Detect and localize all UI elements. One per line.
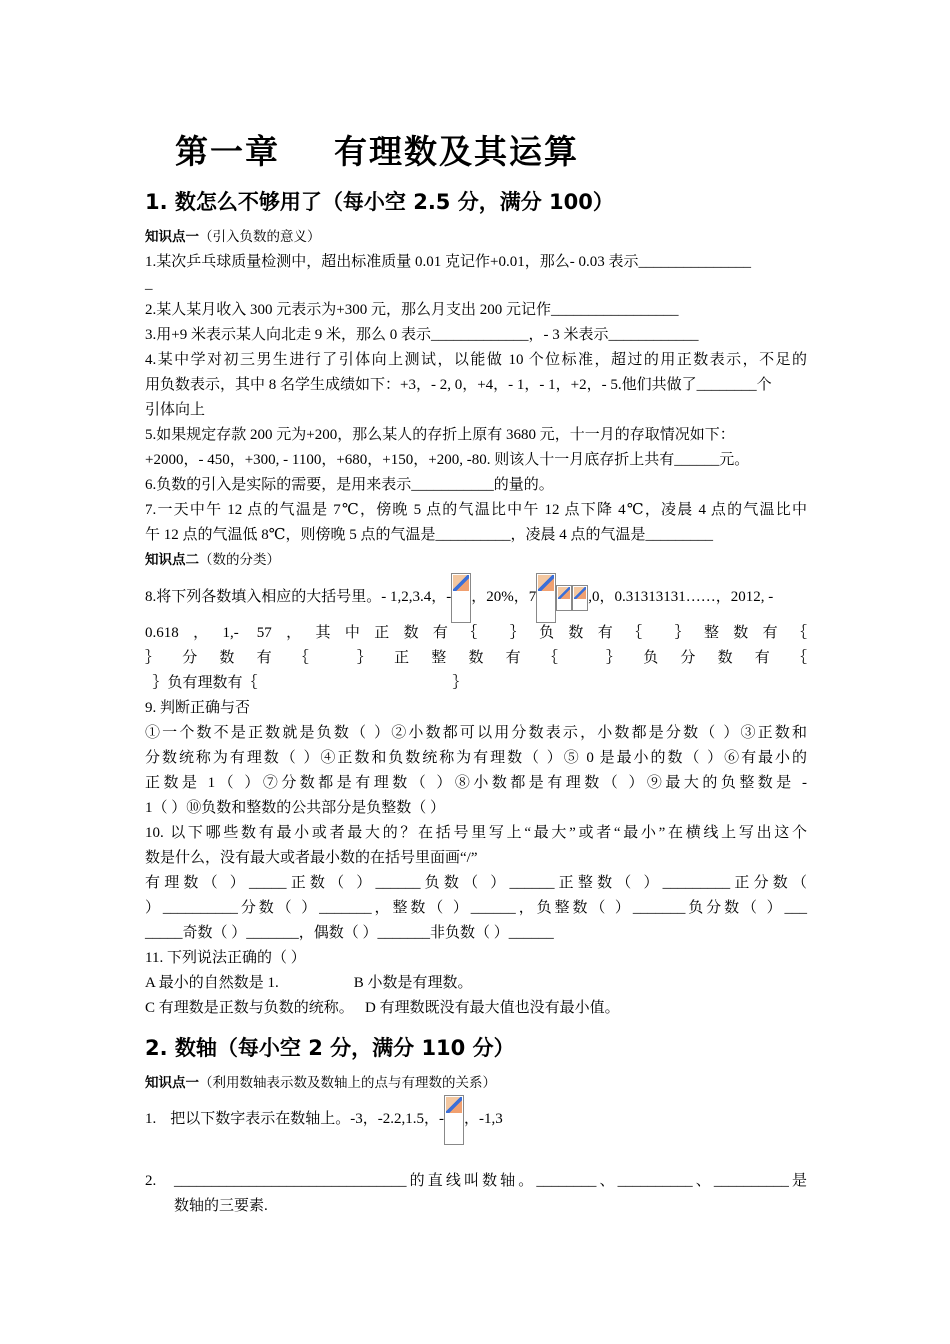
question-9b: 分数统称为有理数（ ）④正数和负数统称为有理数（ ）⑤ 0 是最小的数（ ）⑥有最小的	[145, 750, 807, 766]
question-5a: 5.如果规定存款 200 元为+200，那么某人的存折上原有 3680 元，十一月的存取情况如下：	[145, 427, 735, 443]
kp1-line	[145, 225, 807, 250]
question-9a: ①一个数不是正数就是负数（ ）②小数都可以用分数表示，小数都是分数（ ）③正数和	[145, 725, 807, 741]
section-1-heading: 1. 数怎么不够用了（每小空 2.5 分，满分 100）	[145, 190, 614, 214]
s2-kp1-line	[145, 1071, 807, 1096]
s2-question-1: 1. 把以下数字表示在数轴上。-3，-2.2,1.5，- ，-1,3	[145, 1094, 807, 1145]
kp2-desc: （数的分类）	[199, 552, 280, 568]
question-10d: ）__________分数（ ）_______，整数（ ）______，负整数（ ）_______负分数（ ）___	[145, 900, 807, 916]
question-7a: 7.一天中午 12 点的气温是 7℃，傍晚 5 点的气温比中午 12 点下降 4℃，凌晨 4 点的气温比中	[145, 502, 807, 518]
question-9d: 1（ ）⑩负数和整数的公共部分是负整数（ ）	[145, 800, 446, 816]
question-8b: 0.618，1,- 57，其中正数有｛ ｝负数有｛ ｝整数有｛	[145, 625, 807, 641]
s2-kp1-desc: （利用数轴表示数及数轴上的点与有理数的关系）	[199, 1075, 496, 1091]
question-1a: 1.某次乒乓球质量检测中，超出标准质量 0.01 克记作+0.01，那么- 0.03 表示_______________	[145, 254, 751, 270]
fraction-image-icon	[556, 585, 572, 611]
question-10a: 10. 以下哪些数有最小或者最大的？在括号里写上“最大”或者“最小”在横线上写出这个	[145, 825, 807, 841]
question-5b: +2000，- 450，+300, - 1100，+680，+150，+200, -80. 则该人十一月底存折上共有______元。	[145, 452, 750, 468]
s2-question-2a: 2. _______________________________的直线叫数轴。________、__________、__________是	[145, 1173, 807, 1189]
question-9: 9. 判断正确与否	[145, 700, 251, 716]
question-8c: ｝分数有｛ ｝正整数有｛ ｝负分数有｛	[145, 650, 807, 666]
question-11-options-ab: A 最小的自然数是 1. B 小数是有理数。	[145, 975, 473, 991]
question-8d: ｝负有理数有｛ ｝	[145, 675, 468, 691]
kp1-desc: （引入负数的意义）	[199, 229, 321, 245]
question-9c: 正数是 1（ ）⑦分数都是有理数（ ）⑧小数都是有理数（ ）⑨最大的负整数是 -	[145, 775, 807, 791]
fraction-image-icon	[444, 1095, 464, 1145]
question-4c: 引体向上	[145, 402, 206, 418]
fraction-image-icon	[536, 573, 556, 623]
kp2-line	[145, 548, 807, 573]
kp1-label: 知识点一	[145, 229, 199, 245]
question-4a: 4.某中学对初三男生进行了引体向上测试，以能做 10 个位标准，超过的用正数表示，不足的	[145, 352, 807, 368]
question-6: 6.负数的引入是实际的需要，是用来表示___________的量的。	[145, 477, 554, 493]
question-10b: 数是什么，没有最大或者最小数的在括号里面画“/”	[145, 850, 478, 866]
kp2-label: 知识点二	[145, 552, 199, 568]
question-1b: _	[145, 276, 153, 292]
fraction-image-icon	[572, 585, 588, 611]
question-11-options-cd: C 有理数是正数与负数的统称。 D 有理数既没有最大值也没有最小值。	[145, 1000, 620, 1016]
s2-kp1-label: 知识点一	[145, 1075, 199, 1091]
section-2-heading: 2. 数轴（每小空 2 分，满分 110 分）	[145, 1036, 515, 1060]
page-title: 第一章 有理数及其运算	[175, 132, 579, 171]
question-2: 2.某人某月收入 300 元表示为+300 元，那么月支出 200 元记作_________________	[145, 302, 679, 318]
fraction-image-icon	[451, 573, 471, 623]
question-10c: 有理数（ ）_____正数（ ）______负数（ ）______正整数（ ）_________正分数（	[145, 875, 807, 891]
question-3: 3.用+9 米表示某人向北走 9 米，那么 0 表示_____________，- 3 米表示____________	[145, 327, 699, 343]
s2-question-2b: 数轴的三要素.	[174, 1198, 268, 1214]
question-11: 11. 下列说法正确的（ ）	[145, 950, 306, 966]
question-8a: 8.将下列各数填入相应的大括号里。- 1,2,3.4，- ，20%，7 ,0，0.31313131……，2012, -	[145, 572, 807, 623]
question-10e: _____奇数（ ）_______，偶数（ ）_______非负数（ ）______	[145, 925, 554, 941]
question-7b: 午 12 点的气温低 8℃，则傍晚 5 点的气温是__________，凌晨 4 点的气温是_________	[145, 527, 714, 543]
question-4b: 用负数表示，其中 8 名学生成绩如下：+3，- 2, 0，+4，- 1，- 1，+2，- 5.他们共做了________个	[145, 377, 772, 393]
